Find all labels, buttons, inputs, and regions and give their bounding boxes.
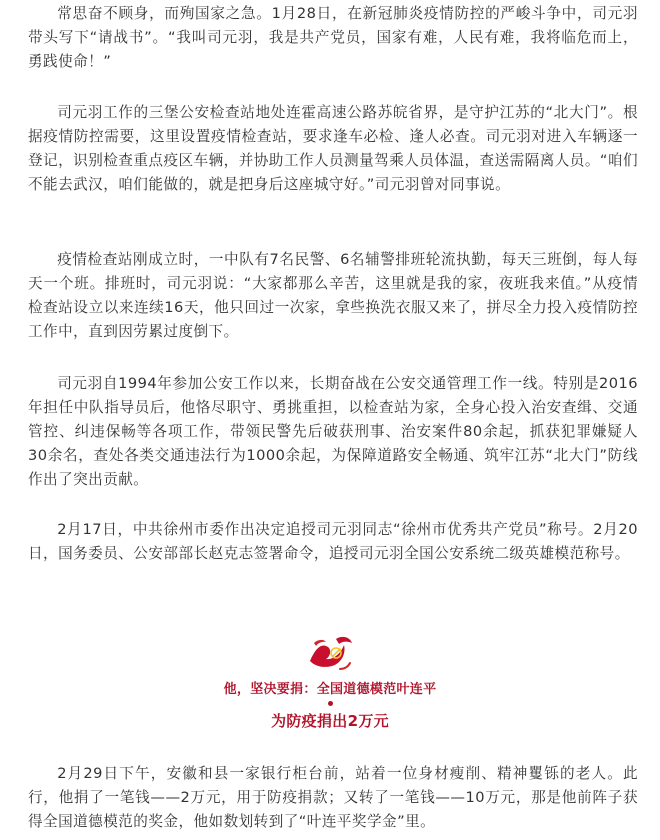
paragraph-1: 常思奋不顾身，而殉国家之急。1月28日，在新冠肺炎疫情防控的严峻斗争中，司元羽带头写下“请战书”。“我叫司元羽，我是共产党员，国家有难，人民有难，我将临危而上，勇践使命！” xyxy=(28,5,638,70)
party-emblem-icon xyxy=(306,633,356,671)
section-subtitle: 为防疫捐出2万元 xyxy=(271,712,389,730)
paragraph-3: 疫情检查站刚成立时，一中队有7名民警、6名辅警排班轮流执勤，每天三班倒，每人每天一个班。排班时，司元羽说：“大家都那么辛苦，这里就是我的家，夜班我来值。”从疫情检查站设立以来连续16天，他只回过一次家，拿些换洗衣服又来了，拼尽全力投入疫情防控工作中，直到因劳累过度倒下。 xyxy=(28,251,638,340)
paragraph-2: 司元羽工作的三堡公安检查站地处连霍高速公路苏皖省界，是守护江苏的“北大门”。根据疫情防控需要，这里设置疫情检查站，要求逢车必检、逢人必查。司元羽对进入车辆逐一登记，识别检查重点疫区车辆，并协助工作人员测量驾乘人员体温，查送需隔离人员。“咱们不能去武汉，咱们能做的，就是把身后这座城守好。”司元羽曾对同事说。 xyxy=(28,104,638,193)
paragraph-4: 司元羽自1994年参加公安工作以来，长期奋战在公安交通管理工作一线。特别是2016年担任中队指导员后，他恪尽职守、勇挑重担，以检查站为家，全身心投入治安查缉、交通管控、纠违保畅等各项工作，带领民警先后破获刑事、治安案件80余起，抓获犯罪嫌疑人30余名，查处各类交通违法行为1000余起，为保障道路安全畅通、筑牢江苏“北大门”防线作出了突出贡献。 xyxy=(28,375,638,488)
paragraph-5: 2月17日，中共徐州市委作出决定追授司元羽同志“徐州市优秀共产党员”称号。2月20日，国务委员、公安部部长赵克志签署命令，追授司元羽全国公安系统二级英雄模范称号。 xyxy=(28,521,638,562)
paragraph-6: 2月29日下午，安徽和县一家银行柜台前，站着一位身材瘦削、精神矍铄的老人。此行，他捐了一笔钱——2万元，用于防疫捐款；又转了一笔钱——10万元，那是他前阵子获得全国道德模范的奖金，他如数划转到了“叶连平奖学金”里。 xyxy=(28,765,638,830)
divider-dot xyxy=(328,701,333,706)
section-tag: 他，坚决要捐：全国道德模范叶连平 xyxy=(223,682,437,697)
